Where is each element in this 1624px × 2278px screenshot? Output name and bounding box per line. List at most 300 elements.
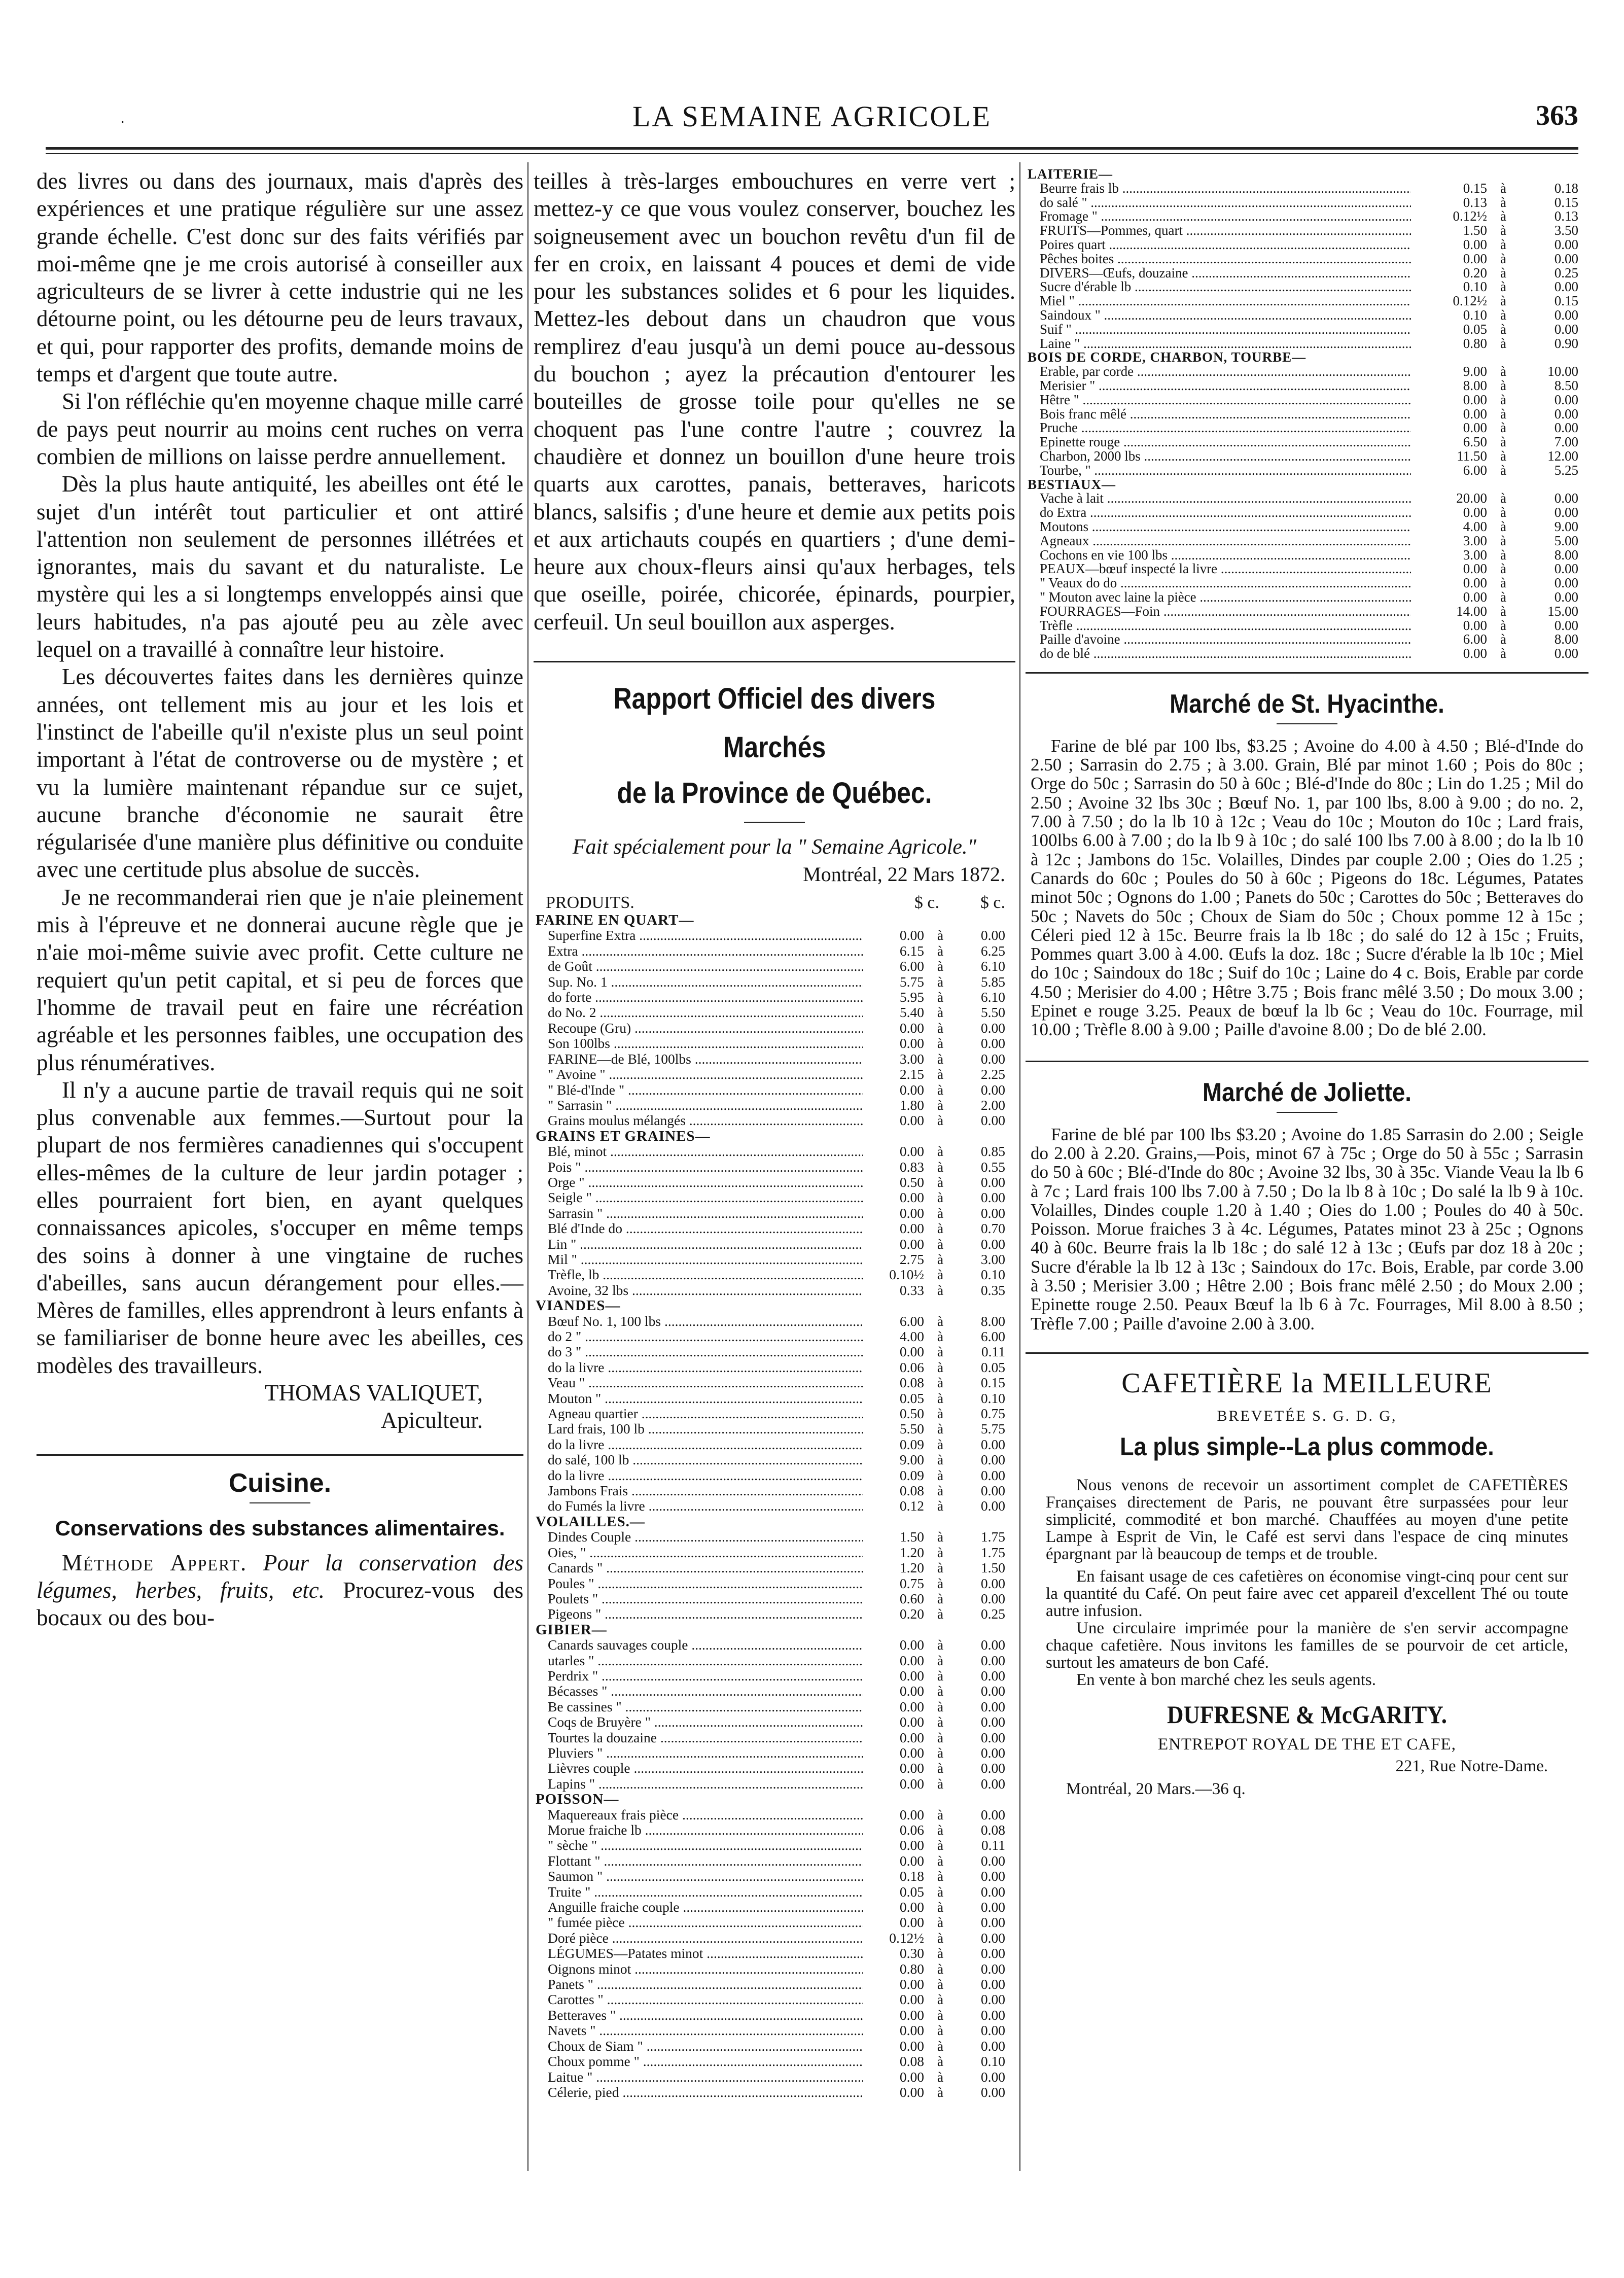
price-low: 0.60 [899, 1590, 924, 1606]
range-separator: à [937, 1066, 944, 1082]
price-high: 0.00 [1554, 575, 1578, 591]
price-high: 2.25 [980, 1066, 1005, 1082]
price-row [534, 1375, 1015, 1390]
product-label: Lapins " ..... [534, 1776, 863, 1792]
author-title: Apiculteur. [380, 1408, 483, 1433]
price-row [534, 1391, 1015, 1406]
price-high: 0.00 [980, 1852, 1005, 1869]
price-table-header [534, 893, 1015, 913]
price-high: 0.00 [1554, 420, 1578, 436]
price-low: 0.10½ [889, 1267, 924, 1283]
range-separator: à [937, 1930, 944, 1946]
product-label: Cochons en vie 100 lbs ..... [1026, 548, 1411, 563]
product-label: Flottant " ..... [534, 1853, 863, 1869]
product-label: utarles " ..... [534, 1653, 863, 1668]
price-high: 0.18 [1554, 180, 1578, 196]
price-low: 0.00 [899, 2022, 924, 2039]
methode-text: Procurez-vous des bocaux ou des bou- [37, 1578, 523, 1631]
price-high: 0.00 [980, 2084, 1005, 2100]
price-low: 0.00 [1463, 251, 1487, 266]
range-separator: à [937, 958, 944, 974]
product-label: Tourbe, " ..... [1026, 464, 1411, 478]
price-high: 0.00 [1554, 307, 1578, 323]
price-high: 0.00 [980, 1575, 1005, 1591]
range-separator: à [937, 1837, 944, 1853]
price-low: 0.06 [899, 1359, 924, 1375]
product-label: Sucre d'érable lb ..... [1026, 280, 1411, 294]
range-separator: à [937, 1112, 944, 1129]
product-label: Pruche ..... [1026, 421, 1411, 435]
price-row [534, 1221, 1015, 1236]
product-label: FARINE—de Blé, 100lbs ..... [534, 1052, 863, 1067]
price-low: 6.00 [899, 1313, 924, 1329]
price-low: 2.15 [899, 1066, 924, 1082]
product-label: " Blé-d'Inde " ..... [534, 1082, 863, 1098]
price-low: 0.08 [899, 1483, 924, 1499]
price-low: 1.80 [899, 1097, 924, 1113]
price-row [1026, 365, 1588, 379]
price-high: 0.15 [980, 1375, 1005, 1391]
product-label: BOIS DE CORDE, CHARBON, TOURBE— [1028, 351, 1307, 365]
product-label: Bécasses " ..... [534, 1684, 863, 1699]
product-label: Lard frais, 100 lb ..... [534, 1421, 863, 1436]
price-high: 0.00 [980, 1914, 1005, 1931]
price-low: 0.08 [899, 1375, 924, 1391]
price-high: 1.75 [980, 1544, 1005, 1560]
product-label: do salé " ..... [1026, 196, 1411, 210]
price-category [534, 1129, 1015, 1144]
range-separator: à [1500, 364, 1506, 379]
range-separator: à [937, 1575, 944, 1591]
product-label: Miel " ..... [1026, 294, 1411, 308]
price-row [1026, 492, 1588, 506]
product-label: Grains moulus mélangés ..... [534, 1113, 863, 1128]
price-high: 0.85 [980, 1143, 1005, 1160]
range-separator: à [937, 1267, 944, 1283]
price-row [1026, 182, 1588, 196]
price-row [1026, 435, 1588, 449]
product-label: Doré pièce ..... [534, 1931, 863, 1946]
price-row [534, 1946, 1015, 1961]
price-high: 0.00 [1554, 279, 1578, 295]
price-row [534, 1637, 1015, 1653]
price-row [534, 1406, 1015, 1421]
product-label: Morue fraiche lb ..... [534, 1823, 863, 1838]
price-row [1026, 520, 1588, 534]
range-separator: à [937, 973, 944, 990]
price-high: 0.00 [980, 1652, 1005, 1668]
price-row [1026, 619, 1588, 633]
product-label: FOURRAGES—Foin ..... [1026, 605, 1411, 619]
price-row [534, 1468, 1015, 1483]
product-label: Moutons ..... [1026, 520, 1411, 534]
price-row [1026, 238, 1588, 252]
column-1 [37, 167, 523, 1631]
price-low: 0.00 [1463, 646, 1487, 661]
range-separator: à [1500, 617, 1506, 633]
range-separator: à [1500, 589, 1506, 605]
range-separator: à [1500, 575, 1506, 591]
price-low: 0.00 [1463, 420, 1487, 436]
price-high: 8.00 [1554, 632, 1578, 647]
range-separator: à [937, 1883, 944, 1900]
price-low: 3.00 [899, 1050, 924, 1067]
product-label: Mil " ..... [534, 1252, 863, 1267]
product-label: do salé, 100 lb ..... [534, 1452, 863, 1467]
price-low: 6.00 [1463, 632, 1487, 647]
price-row [534, 1684, 1015, 1699]
product-label: Tourtes la douzaine ..... [534, 1730, 863, 1745]
header-rule [46, 147, 1578, 150]
price-row [534, 1560, 1015, 1575]
price-low: 3.00 [1463, 533, 1487, 548]
ad-paragraph: Nous venons de recevoir un assortiment complet de CAFETIÈRES Françaises directement de Paris, ne pouvant être surpassées pour leur simplicité, commodité et bon marché. Chauffées au moyen d'une petite Lampe à Esprit de Vin, le Café est servi dans l'espace de cinq minutes épargnant par là beaucoup de temps et de trouble. [1046, 1476, 1568, 1563]
product-label: Mouton " ..... [534, 1391, 863, 1406]
price-row [534, 1576, 1015, 1591]
range-separator: à [1500, 208, 1506, 224]
product-label: Laitue " ..... [534, 2070, 863, 2085]
report-title-line-1: Rapport Officiel des divers Marchés [613, 682, 936, 764]
price-high: 0.05 [980, 1359, 1005, 1375]
range-separator: à [937, 1359, 944, 1375]
price-low: 0.00 [899, 1899, 924, 1915]
product-label: Choux pomme " ..... [534, 2054, 863, 2069]
price-category [534, 1298, 1015, 1313]
product-label: Truite " ..... [534, 1884, 863, 1900]
price-row [534, 1730, 1015, 1745]
column-3 [1026, 167, 1588, 1799]
product-label: de Goût ..... [534, 959, 863, 974]
range-separator: à [1500, 377, 1506, 393]
price-row [534, 1823, 1015, 1838]
range-separator: à [937, 1406, 944, 1422]
price-row [1026, 562, 1588, 576]
paragraph: Il n'y a aucune partie de travail requis qui ne soit plus convenable aux femmes.—Surtout pour la plupart de nos fermières canadiennes qui s'occupent elles-mêmes de la culture de leur jardin potager ; elles pourraient fort bien, en ayant quelques connaissances apicoles, s'occuper en même temps des soins à donner à une vingtaine de ruches d'abeilles, sans aucun dérangement pour elles.—Mères de familles, elles apprendront à leurs enfants à se familiariser de bonne heure avec les abeilles, ces modèles des travailleurs. [37, 1077, 523, 1378]
st-hyacinthe-heading: Marché de St. Hyacinthe. [1170, 689, 1444, 719]
product-label: do la livre ..... [534, 1437, 863, 1452]
range-separator: à [937, 1390, 944, 1406]
price-low: 4.00 [1463, 518, 1487, 534]
range-separator: à [1500, 392, 1506, 407]
product-label: Maquereaux frais pièce ..... [534, 1807, 863, 1823]
price-high: 0.00 [980, 1991, 1005, 2008]
price-high: 0.00 [980, 1020, 1005, 1036]
ad-company: DUFRESNE & McGARITY. [1167, 1700, 1448, 1729]
price-high: 0.00 [1554, 589, 1578, 605]
price-category [1026, 167, 1588, 182]
price-low: 6.00 [1463, 462, 1487, 478]
price-high: 10.00 [1547, 364, 1578, 379]
price-high: 0.90 [1554, 335, 1578, 351]
product-label: do la livre ..... [534, 1468, 863, 1483]
range-separator: à [937, 1498, 944, 1514]
price-low: 6.15 [899, 942, 924, 959]
range-separator: à [937, 1914, 944, 1931]
price-row [534, 1314, 1015, 1329]
product-label: Agneau quartier ..... [534, 1406, 863, 1421]
price-high: 0.00 [980, 1452, 1005, 1468]
price-category [1026, 478, 1588, 492]
range-separator: à [937, 1328, 944, 1345]
price-column-low: $ c. [914, 893, 939, 913]
range-separator: à [937, 1189, 944, 1206]
price-high: 0.00 [980, 2038, 1005, 2054]
short-rule [1277, 1112, 1337, 1113]
range-separator: à [1500, 307, 1506, 323]
price-category [534, 1792, 1015, 1807]
product-label: Canards sauvages couple ..... [534, 1637, 863, 1653]
produits-label: PRODUITS. [546, 893, 634, 913]
price-low: 0.00 [899, 1744, 924, 1761]
price-low: 0.00 [899, 1081, 924, 1098]
product-label: POISSON— [536, 1792, 619, 1807]
price-high: 5.50 [980, 1004, 1005, 1021]
methode-label: Méthode Appert. [62, 1550, 248, 1576]
price-row [1026, 209, 1588, 224]
range-separator: à [1500, 223, 1506, 238]
price-low: 0.18 [899, 1868, 924, 1884]
range-separator: à [937, 1344, 944, 1360]
cuisine-subheading: Conservations des substances alimentaires. [55, 1516, 505, 1540]
product-label: Veau " ..... [534, 1375, 863, 1390]
product-label: Trèfle, lb ..... [534, 1267, 863, 1282]
price-row [534, 990, 1015, 1005]
ad-paragraph: En faisant usage de ces cafetières on économise vingt-cinq pour cent sur la quantité du Café. On peut faire avec cet appareil d'excellent Thé ou toute autre infusion. [1046, 1567, 1568, 1620]
price-row [1026, 633, 1588, 647]
price-row [534, 1900, 1015, 1915]
price-high: 0.11 [981, 1344, 1005, 1360]
price-low: 0.05 [899, 1390, 924, 1406]
range-separator: à [937, 1143, 944, 1160]
price-low: 0.00 [1463, 505, 1487, 520]
price-row [1026, 534, 1588, 548]
price-row [1026, 294, 1588, 308]
price-row [1026, 196, 1588, 210]
product-label: Fromage " ..... [1026, 209, 1411, 224]
price-low: 0.00 [899, 2038, 924, 2054]
range-separator: à [937, 1868, 944, 1884]
price-row [1026, 576, 1588, 590]
section-rule [534, 661, 1015, 662]
price-high: 1.50 [980, 1560, 1005, 1576]
price-low: 0.00 [899, 1775, 924, 1792]
price-high: 0.00 [1554, 251, 1578, 266]
price-row [1026, 337, 1588, 351]
range-separator: à [937, 1436, 944, 1452]
product-label: Poires quart ..... [1026, 238, 1411, 252]
range-separator: à [1500, 462, 1506, 478]
price-high: 6.10 [980, 989, 1005, 1005]
paragraph: des livres ou dans des journaux, mais d'après des expériences et une pratique régulière sur une assez grande échelle. C'est donc sur des faits vérifiés par moi-même qne je me crois autorisé à conseiller aux agriculteurs de se livrer à cette industrie qui ne les détourne point, ou les détourne peu de leurs travaux, et qui, pour rapporter des profits, demande moins de temps et d'argent que toute autre. [37, 168, 523, 387]
price-row [534, 1452, 1015, 1467]
product-label: Pois " ..... [534, 1160, 863, 1175]
price-high: 0.00 [1554, 406, 1578, 422]
price-row [534, 1144, 1015, 1159]
product-label: " sèche " ..... [534, 1838, 863, 1853]
price-high: 15.00 [1547, 603, 1578, 619]
price-high: 0.00 [980, 1483, 1005, 1499]
price-high: 0.00 [980, 1050, 1005, 1067]
range-separator: à [937, 1637, 944, 1653]
price-low: 14.00 [1456, 603, 1487, 619]
price-low: 0.13 [1463, 194, 1487, 210]
product-label: Epinette rouge ..... [1026, 435, 1411, 449]
price-row [534, 1884, 1015, 1900]
price-low: 0.05 [1463, 321, 1487, 337]
price-row [534, 959, 1015, 974]
range-separator: à [937, 989, 944, 1005]
range-separator: à [1500, 406, 1506, 422]
ad-paragraph: Une circulaire imprimée pour la manière de s'en servir accompagne chaque cafetière. Nous invitons les familles de se pourvoir de cet article, surtout les amateurs de bon Café. [1046, 1619, 1568, 1672]
product-label: Navets " ..... [534, 2023, 863, 2038]
price-row [534, 1021, 1015, 1036]
price-low: 0.09 [899, 1436, 924, 1452]
price-high: 0.10 [980, 1390, 1005, 1406]
newspaper-title: LA SEMAINE AGRICOLE [632, 100, 992, 133]
price-high: 5.00 [1554, 533, 1578, 548]
price-low: 0.00 [899, 2069, 924, 2085]
product-label: Oies, " ..... [534, 1545, 863, 1560]
range-separator: à [937, 1004, 944, 1021]
price-row [534, 943, 1015, 959]
price-row [534, 1699, 1015, 1714]
price-low: 0.00 [899, 1698, 924, 1714]
price-high: 0.13 [1554, 208, 1578, 224]
range-separator: à [937, 1590, 944, 1606]
price-high: 0.25 [980, 1606, 1005, 1622]
price-low: 0.05 [899, 1883, 924, 1900]
product-label: VIANDES— [536, 1298, 621, 1314]
price-high: 0.75 [980, 1406, 1005, 1422]
price-high: 0.00 [1554, 617, 1578, 633]
price-row [534, 1267, 1015, 1282]
price-low: 0.50 [899, 1174, 924, 1190]
product-label: Lièvres couple ..... [534, 1761, 863, 1776]
price-high: 0.00 [980, 1775, 1005, 1792]
product-label: Canards " ..... [534, 1560, 863, 1575]
range-separator: à [937, 942, 944, 959]
range-separator: à [937, 2038, 944, 2054]
paragraph: Je ne recommanderai rien que je n'aie pleinement mis à l'épreuve et ne donnerai aucune règle que je n'aie moi-même suivie avec profit. Cette culture ne requiert qu'un petit capital, et si peu de forces que l'homme de travail peut en faire une récréation agréable et les personnes faibles, une occupation des plus rénumératives. [37, 884, 523, 1075]
range-separator: à [1500, 279, 1506, 295]
price-high: 8.00 [1554, 547, 1578, 563]
price-high: 0.00 [1554, 505, 1578, 520]
price-row [534, 1190, 1015, 1205]
price-row [534, 1653, 1015, 1668]
product-label: LÉGUMES—Patates minot ..... [534, 1946, 863, 1961]
price-low: 0.80 [1463, 335, 1487, 351]
product-label: Hêtre " ..... [1026, 393, 1411, 407]
price-low: 9.00 [1463, 364, 1487, 379]
price-high: 0.00 [980, 1189, 1005, 1206]
price-row [534, 1869, 1015, 1884]
range-separator: à [1500, 420, 1506, 436]
price-high: 0.00 [980, 2069, 1005, 2085]
price-low: 0.83 [899, 1159, 924, 1175]
range-separator: à [937, 1822, 944, 1838]
range-separator: à [1500, 646, 1506, 661]
price-row [1026, 323, 1588, 337]
price-high: 0.00 [1554, 321, 1578, 337]
price-low: 0.00 [899, 1112, 924, 1129]
price-low: 20.00 [1456, 490, 1487, 506]
price-row [534, 1344, 1015, 1359]
product-label: Dindes Couple ..... [534, 1529, 863, 1545]
product-label: Vache à lait ..... [1026, 492, 1411, 506]
price-low: 0.75 [899, 1575, 924, 1591]
price-high: 5.85 [980, 973, 1005, 990]
price-low: 0.80 [899, 1960, 924, 1977]
price-low: 8.00 [1463, 377, 1487, 393]
product-label: do Extra ..... [1026, 506, 1411, 520]
st-hyacinthe-prices: Farine de blé par 100 lbs, $3.25 ; Avoine do 4.00 à 4.50 ; Blé-d'Inde do 2.50 ; Sarrasin do 2.75 ; à 3.00. Grain, Blé par minot 1.60 ; Pois do 80c ; Orge do 50c ; Sarrasin do 50 à 60c ; Blé-d'Inde do 80c ; Lin do 1.25 ; Mil do 2.50 ; Avoine 32 lbs 30c ; Bœuf No. 1, par 100 lbs, 8.00 à 9.00 ; do no. 2, 7.00 à 7.50 ; do la lb 10 à 12c ; Veau do 10c ; Mouton do 10c ; Lard frais, 100lbs 6.00 à 7.00 ; do la lb 9 à 10c ; do salé 100 lbs 7.00 à 8.00 ; do la lb 10 à 12c ; Jambons do 15c. Volailles, Dindes par couple 2.00 ; Oies do 1.25 ; Canards do 60c ; Poules do 50 à 60c ; Pigeons do 18c. Légumes, Patates minot 50c ; Ognons do 1.00 ; Panets do 50c ; Carottes do 50c ; Betteraves do 50c ; Navets do 50c ; Choux de Siam do 50c ; Choux pomme 12 à 15c ; Céleri pied 12 à 15c. Beurre frais la lb 18c ; do salé do 12 à 15c ; Fruits, Pommes quart 3.00 à 4.00. Œufs la doz. 18c ; Sucre d'érable la lb 10c ; Miel do 10c ; Saindoux do 18c ; Suif do 10c ; Laine do 4 c. Bois, Erable par corde 4.50 ; Merisier do 4.00 ; Hêtre 3.75 ; Bois franc mêlé 3.50 ; Do moux 3.00 ; Epinet e rouge 3.25. Peaux de bœuf la lb 6c ; Veau do 10c. Fourrage, mil 10.00 ; Trèfle 8.00 à 9.00 ; Paille d'avoine 8.00 ; Do de blé 2.00. [1031, 735, 1583, 1040]
range-separator: à [1500, 321, 1506, 337]
range-separator: à [1500, 293, 1506, 309]
price-row [534, 2039, 1015, 2054]
price-low: 0.00 [899, 1991, 924, 2008]
ad-title: CAFETIÈRE la MEILLEURE [1121, 1367, 1493, 1399]
product-label: GIBIER— [536, 1622, 607, 1638]
price-high: 0.00 [980, 1899, 1005, 1915]
range-separator: à [937, 1174, 944, 1190]
range-separator: à [937, 1159, 944, 1175]
range-separator: à [937, 1806, 944, 1823]
range-separator: à [937, 1606, 944, 1622]
section-rule [37, 1454, 523, 1456]
range-separator: à [937, 1852, 944, 1869]
price-row [534, 1714, 1015, 1730]
range-separator: à [1500, 335, 1506, 351]
price-low: 0.00 [899, 2084, 924, 2100]
range-separator: à [937, 1251, 944, 1267]
product-label: Célerie, pied ..... [534, 2085, 863, 2100]
price-row [1026, 379, 1588, 393]
range-separator: à [937, 1529, 944, 1545]
product-label: FRUITS—Pommes, quart ..... [1026, 224, 1411, 238]
product-label: Choux de Siam " ..... [534, 2039, 863, 2054]
range-separator: à [1500, 533, 1506, 548]
range-separator: à [937, 1698, 944, 1714]
price-low: 0.00 [899, 1914, 924, 1931]
price-row [534, 1437, 1015, 1452]
price-low: 0.12½ [889, 1930, 924, 1946]
price-low: 0.00 [1463, 236, 1487, 252]
range-separator: à [1500, 434, 1506, 450]
range-separator: à [937, 1729, 944, 1745]
product-label: do forte ..... [534, 990, 863, 1005]
range-separator: à [937, 1236, 944, 1252]
price-row [534, 1529, 1015, 1545]
product-label: Poules " ..... [534, 1576, 863, 1591]
price-row [534, 1992, 1015, 2007]
range-separator: à [1500, 547, 1506, 563]
section-rule [1026, 1352, 1588, 1354]
price-low: 1.50 [1463, 223, 1487, 238]
report-title-line-2: de la Province de Québec. [617, 777, 932, 810]
price-high: 3.50 [1554, 223, 1578, 238]
ad-address-line-1: ENTREPOT ROYAL DE THE ET CAFE, [1158, 1735, 1456, 1754]
price-low: 5.50 [899, 1421, 924, 1437]
price-low: 0.00 [1463, 575, 1487, 591]
price-low: 1.50 [899, 1529, 924, 1545]
price-row [534, 1483, 1015, 1498]
price-row [534, 1591, 1015, 1606]
product-label: Son 100lbs ..... [534, 1036, 863, 1051]
apiculture-article [37, 167, 523, 1379]
product-label: " Veaux do do ..... [1026, 576, 1411, 590]
section-rule [1026, 672, 1588, 674]
column-divider [1019, 162, 1020, 2171]
